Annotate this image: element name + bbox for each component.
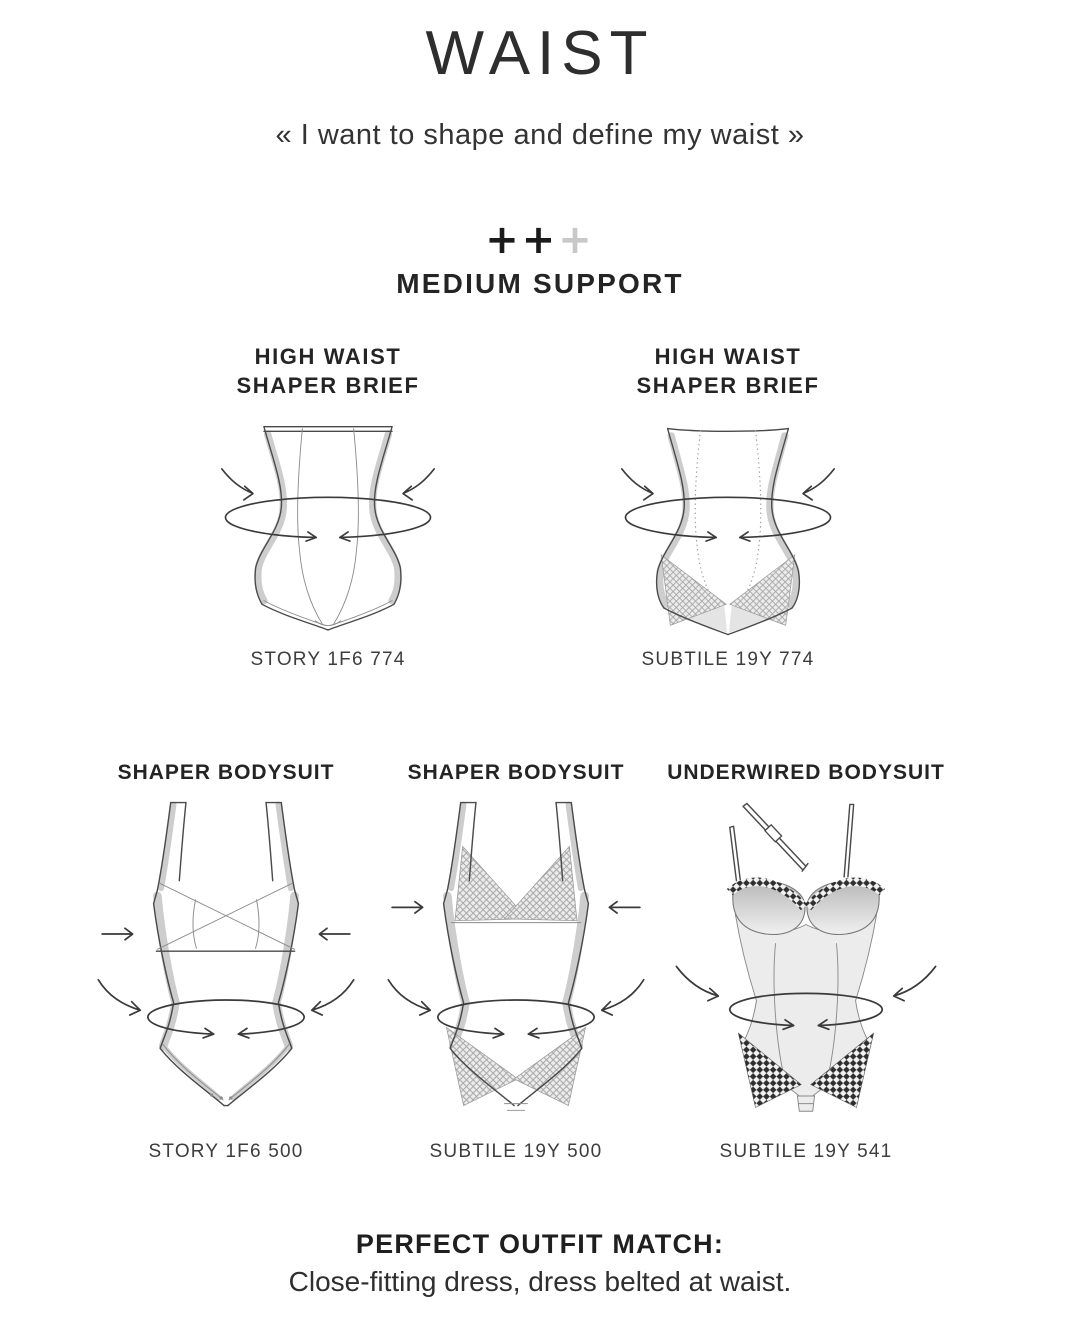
waist-wrap-arrow — [625, 497, 830, 537]
shaper-bodysuit-lace-illustration — [373, 793, 659, 1117]
shaping-arrow-left — [102, 928, 132, 939]
high-waist-shaper-brief-lace-illustration — [609, 412, 847, 641]
customer-quote: « I want to shape and define my waist » — [275, 119, 805, 151]
plus-inactive-icon: + — [558, 217, 595, 263]
shaping-arrow-left — [622, 469, 653, 500]
product-name: UNDERWIRED BODYSUIT — [667, 761, 945, 785]
shaping-arrow-right — [803, 469, 834, 500]
plus-active-icon: ++ — [485, 217, 559, 263]
outfit-match-heading: PERFECT OUTFIT MATCH: — [355, 1228, 725, 1259]
product-card-subtile-19y-541 — [661, 759, 951, 1163]
product-code: STORY 1F6 500 — [148, 1140, 304, 1162]
product-row-briefs — [0, 342, 1068, 671]
page-title: WAIST — [425, 19, 655, 88]
product-name-line: HIGH WAIST — [654, 344, 802, 369]
support-level-plus-icons — [0, 217, 1080, 263]
product-name: SHAPER BODYSUIT — [117, 761, 335, 785]
shaping-arrow-left — [222, 469, 253, 500]
underwired-bodysuit-illustration — [663, 793, 949, 1117]
shaping-arrow-right — [319, 928, 349, 939]
waist-wrap-arrow — [225, 497, 430, 537]
product-row-bodysuits — [0, 759, 1056, 1163]
product-card-subtile-19y-500 — [371, 759, 661, 1163]
shaper-bodysuit-illustration — [83, 793, 369, 1117]
product-card-story-1f6-500 — [81, 759, 371, 1163]
shaping-arrow-left — [392, 901, 422, 912]
product-name: SHAPER BODYSUIT — [407, 761, 625, 785]
shaping-arrow-left — [676, 966, 718, 1000]
product-name — [128, 342, 528, 400]
shaping-arrow-right — [403, 469, 434, 500]
product-name-line: SHAPER BRIEF — [636, 373, 820, 399]
support-level-heading: MEDIUM SUPPORT — [396, 268, 684, 299]
outfit-match-footer — [0, 1229, 1080, 1298]
product-card-story-1f6-774 — [128, 342, 528, 671]
product-card-subtile-19y-774 — [528, 342, 928, 671]
product-name-line: HIGH WAIST — [254, 344, 402, 369]
product-code: SUBTILE 19Y 541 — [719, 1140, 893, 1162]
product-code: SUBTILE 19Y 774 — [641, 649, 815, 671]
outfit-match-text: Close-fitting dress, dress belted at waist. — [288, 1265, 792, 1297]
shaping-arrow-right — [894, 966, 936, 1000]
shaping-arrow-right — [609, 901, 639, 912]
product-name-line: SHAPER BRIEF — [236, 373, 420, 399]
high-waist-shaper-brief-illustration — [209, 412, 447, 641]
support-level-section — [0, 217, 1080, 300]
product-code: STORY 1F6 774 — [250, 649, 406, 671]
product-code: SUBTILE 19Y 500 — [429, 1140, 603, 1162]
product-name — [528, 342, 928, 400]
